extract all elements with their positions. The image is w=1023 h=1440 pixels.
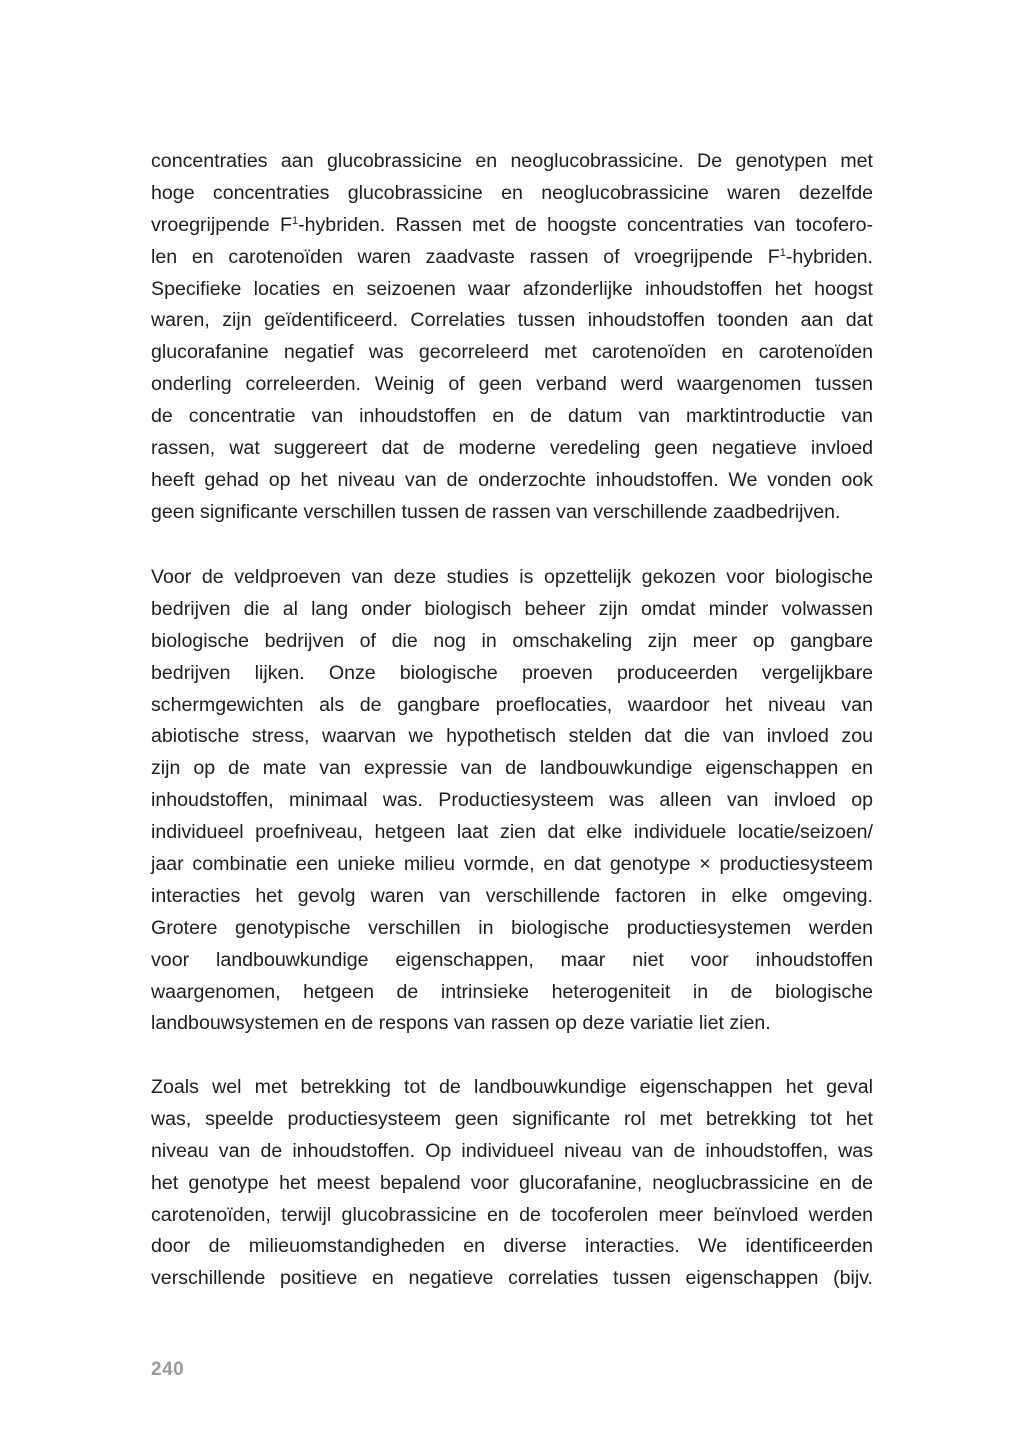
- text-line: voor landbouwkundige eigenschappen, maar niet voor inhoudstoffen: [151, 948, 873, 971]
- page-number: 240: [151, 1359, 185, 1380]
- text-line: hoge concentraties glucobrassicine en neoglucobrassicine waren dezelfde: [151, 181, 873, 204]
- text-line: Zoals wel met betrekking tot de landbouwkundige eigenschappen het geval: [151, 1076, 873, 1098]
- text-line: bedrijven lijken. Onze biologische proeven produceerden vergelijkbare: [151, 661, 873, 684]
- text-line: niveau van de inhoudstoffen. Op individueel niveau van de inhoudstoffen, was: [151, 1139, 873, 1162]
- text-line: [151, 242, 873, 274]
- text-line: Voor de veldproeven van deze studies is opzettelijk gekozen voor biologische: [151, 566, 873, 588]
- text-line: Grotere genotypische verschillen in biologische productiesystemen werden: [151, 916, 873, 939]
- text-run: -hybriden. Rassen met de hoogste concentraties van tocofero-: [298, 213, 873, 236]
- text-line: waren, zijn geïdentificeerd. Correlaties tussen inhoudstoffen toonden aan dat: [151, 309, 873, 332]
- superscript: 1: [291, 214, 299, 227]
- text-line: carotenoïden, terwijl glucobrassicine en de tocoferolen meer beïnvloed werden: [151, 1203, 873, 1226]
- text-line: abiotische stress, waarvan we hypothetisch stelden dat die van invloed zou: [151, 725, 873, 748]
- text-line: schermgewichten als de gangbare proeflocaties, waardoor het niveau van: [151, 693, 873, 716]
- text-line: [151, 210, 873, 242]
- text-line: Specifieke locaties en seizoenen waar afzonderlijke inhoudstoffen het hoogst: [151, 277, 873, 300]
- text-line: het genotype het meest bepalend voor glucorafanine, neoglucbrassicine en de: [151, 1171, 873, 1194]
- paragraph-2: [151, 562, 873, 1040]
- text-line: individueel proefniveau, hetgeen laat zien dat elke individuele locatie/seizoen/: [151, 821, 873, 844]
- text-line: jaar combinatie een unieke milieu vormde, en dat genotype × productiesysteem: [151, 853, 873, 876]
- text-line: bedrijven die al lang onder biologisch beheer zijn omdat minder volwassen: [151, 597, 873, 620]
- paragraph-1: [151, 146, 873, 529]
- text-run: vroegrijpende F: [151, 213, 292, 236]
- text-line: biologische bedrijven of die nog in omschakeling zijn meer op gangbare: [151, 629, 873, 652]
- text-line: onderling correleerden. Weinig of geen verband werd waargenomen tussen: [151, 373, 873, 396]
- text-line: de concentratie van inhoudstoffen en de datum van marktintroductie van: [151, 405, 873, 428]
- text-line: door de milieuomstandigheden en diverse interacties. We identificeerden: [151, 1235, 873, 1258]
- text-line: waargenomen, hetgeen de intrinsieke heterogeniteit in de biologische: [151, 980, 873, 1003]
- text-line: landbouwsystemen en de respons van rassen op deze variatie liet zien.: [151, 1012, 771, 1035]
- text-line: rassen, wat suggereert dat de moderne veredeling geen negatieve invloed: [151, 437, 873, 460]
- text-line: heeft gehad op het niveau van de onderzochte inhoudstoffen. We vonden ook: [151, 468, 873, 491]
- text-line: concentraties aan glucobrassicine en neoglucobrassicine. De genotypen met: [151, 150, 873, 172]
- text-run: -hybriden.: [785, 245, 873, 268]
- text-line: inhoudstoffen, minimaal was. Productiesysteem was alleen van invloed op: [151, 789, 873, 812]
- text-line: geen significante verschillen tussen de rassen van verschillende zaadbedrijven.: [151, 500, 841, 523]
- paragraph-3: [151, 1072, 873, 1295]
- text-run: len en carotenoïden waren zaadvaste rassen of vroegrijpende F: [151, 245, 780, 268]
- text-line: was, speelde productiesysteem geen significante rol met betrekking tot het: [151, 1107, 873, 1130]
- text-line: zijn op de mate van expressie van de landbouwkundige eigenschappen en: [151, 757, 873, 780]
- text-line: verschillende positieve en negatieve correlaties tussen eigenschappen (bijv.: [151, 1267, 873, 1290]
- text-line: interacties het gevolg waren van verschillende factoren in elke omgeving.: [151, 884, 873, 907]
- text-line: glucorafanine negatief was gecorreleerd met carotenoïden en carotenoïden: [151, 341, 873, 364]
- superscript: 1: [779, 246, 786, 259]
